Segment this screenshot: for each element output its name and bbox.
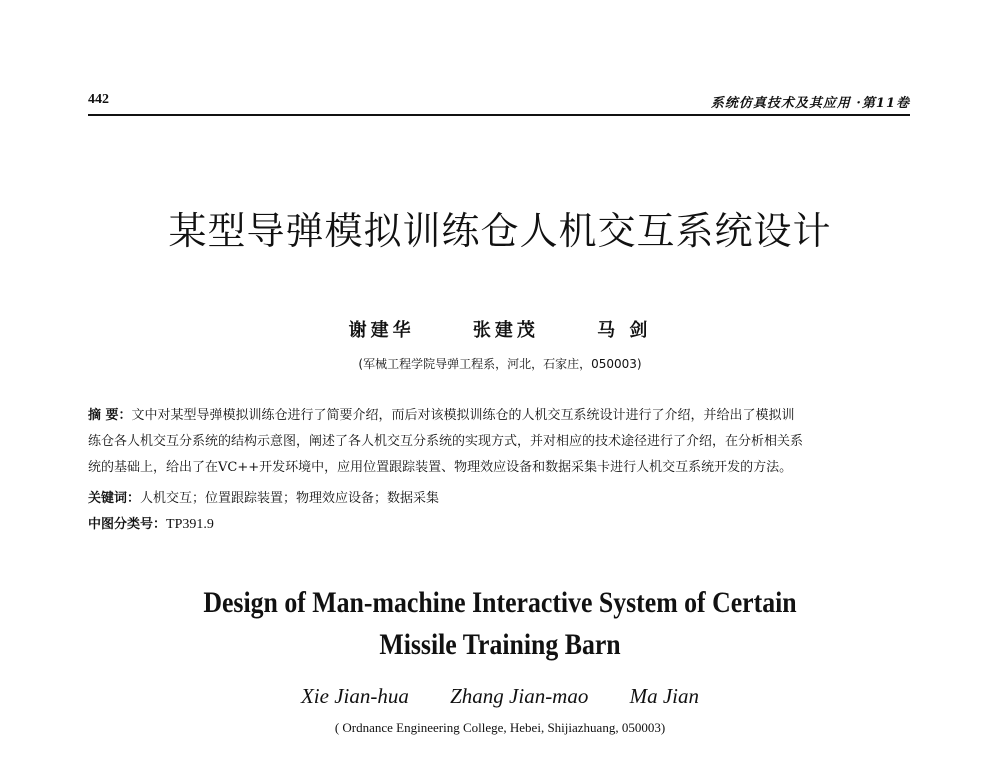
abstract <box>88 403 910 481</box>
page-header <box>88 88 910 116</box>
keywords-label: 关键词： <box>88 491 141 506</box>
chinese-affiliation: (军械工程学院导弹工程系，河北，石家庄，050003) <box>358 357 642 371</box>
author-en-2: Zhang Jian-mao <box>450 684 589 708</box>
english-authors <box>0 684 1000 709</box>
chinese-authors <box>0 316 1000 342</box>
author-cn-1: 谢建华 <box>348 320 415 341</box>
abstract-line-2: 练仓各人机交互分系统的结构示意图，阐述了各人机交互分系统的实现方式，并对相应的技术途径进行了介绍，在分析相关系 <box>88 434 804 449</box>
classification <box>88 513 214 533</box>
english-title-line-2: Missile Training Barn <box>379 628 621 661</box>
author-cn-2: 张建茂 <box>472 320 539 341</box>
english-title <box>70 582 930 666</box>
classification-code: TP391.9 <box>166 517 214 532</box>
classification-label: 中图分类号： <box>88 517 167 532</box>
chinese-title: 某型导弹模拟训练仓人机交互系统设计 <box>168 209 832 253</box>
abstract-text-1: 文中对某型导弹模拟训练仓进行了简要介绍，而后对该模拟训练仓的人机交互系统设计进行了介绍，并给出了模拟训 <box>131 408 795 423</box>
page-number: 442 <box>88 92 109 107</box>
abstract-line-1 <box>88 403 910 429</box>
author-en-1: Xie Jian-hua <box>300 684 409 708</box>
english-title-line-1: Design of Man-machine Interactive System of Certain <box>203 586 797 619</box>
author-cn-3: 马 剑 <box>597 320 652 341</box>
abstract-line-3: 统的基础上，给出了在VC++开发环境中，应用位置跟踪装置、物理效应设备和数据采集卡进行人机交互系统开发的方法。 <box>88 460 793 475</box>
keywords <box>88 487 439 506</box>
journal-name: 系统仿真技术及其应用 ·第11卷 <box>710 96 910 111</box>
english-affiliation: ( Ordnance Engineering College, Hebei, Shijiazhuang, 050003) <box>334 720 666 735</box>
abstract-label: 摘 要： <box>88 408 132 423</box>
keywords-text: 人机交互；位置跟踪装置；物理效应设备；数据采集 <box>140 491 440 506</box>
author-en-3: Ma Jian <box>629 684 700 708</box>
